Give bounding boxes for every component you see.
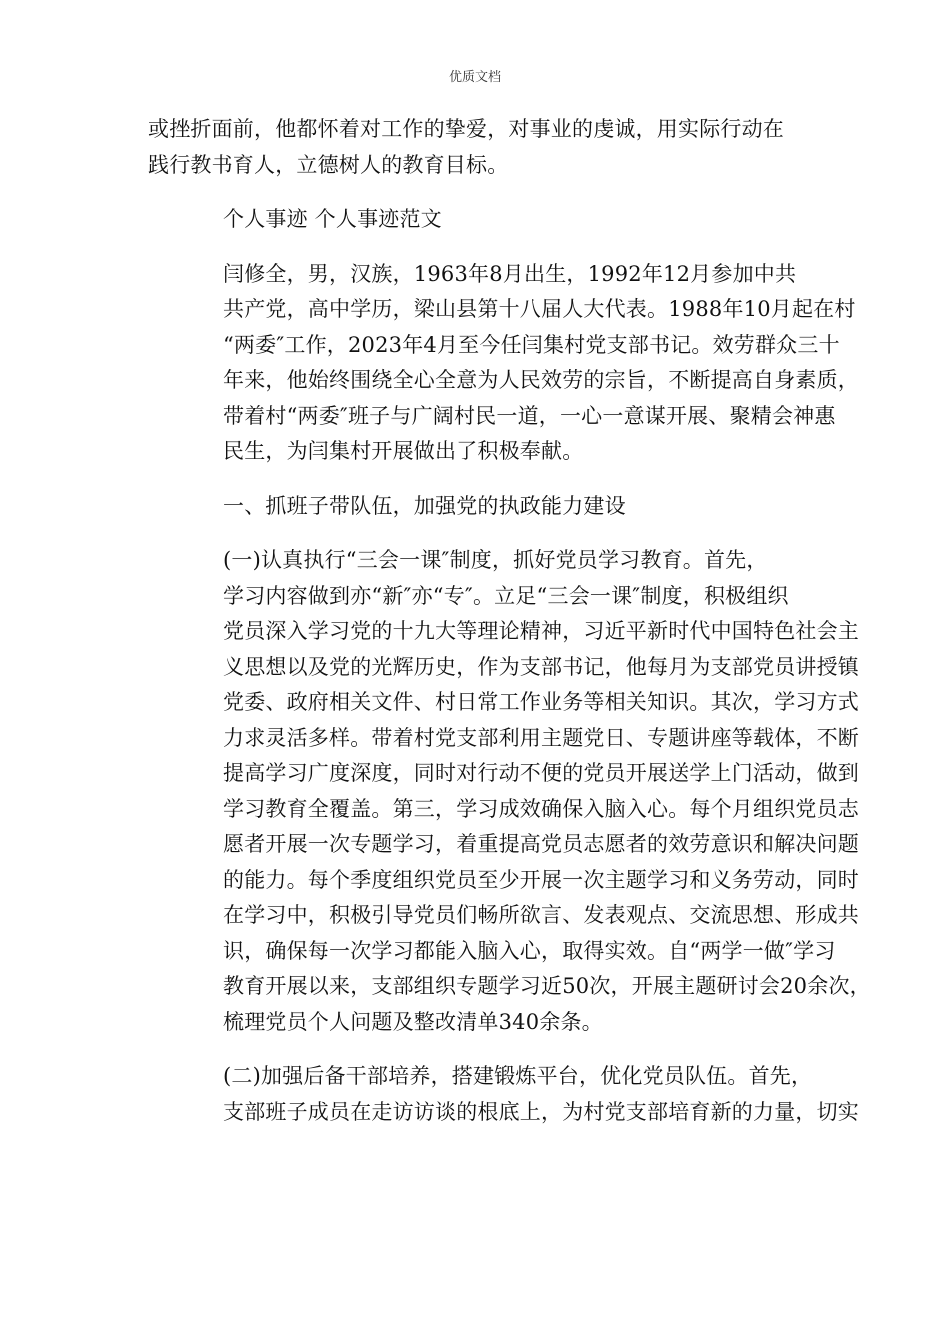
section-title: [148, 202, 808, 238]
paragraph-cadre-training: [148, 1059, 859, 1130]
text-line: 提高学习广度深度，同时对行动不便的党员开展送学上门活动，做到: [223, 761, 859, 785]
paragraph-intro: [148, 257, 859, 470]
text-line: 的能力。每个季度组织党员至少开展一次主题学习和义务劳动，同时: [223, 867, 859, 892]
text-line: “两委″工作，2023年4月至今任闫集村党支部书记。效劳群众三十: [223, 332, 840, 357]
text-line: 党员深入学习党的十九大等理论精神，习近平新时代中国特色社会主: [223, 619, 859, 643]
text-line: 一、抓班子带队伍，加强党的执政能力建设: [223, 493, 626, 518]
text-line: 力求灵活多样。带着村党支部利用主题党日、专题讲座等载体，不断: [223, 725, 859, 750]
text-line: 民生，为闫集村开展做出了积极奉献。: [223, 439, 584, 463]
text-line: 学习教育全覆盖。第三，学习成效确保入脑入心。每个月组织党员志: [223, 796, 859, 821]
text-line: 党委、政府相关文件、村日常工作业务等相关知识。其次，学习方式: [223, 690, 859, 714]
page-header: 优质文档: [448, 70, 501, 85]
text-line: 教育开展以来，支部组织专题学习近50次，开展主题研讨会20余次，: [223, 974, 871, 998]
text-line: 支部班子成员在走访访谈的根底上，为村党支部培育新的力量，切实: [223, 1099, 859, 1124]
text-line: 个人事迹 个人事迹范文: [223, 207, 442, 231]
text-line: 闫修全，男，汉族，1963年8月出生，1992年12月参加中共: [223, 261, 797, 286]
text-line: 识，确保每一次学习都能入脑入心，取得实效。自“两学一做″学习: [223, 938, 836, 963]
text-line: 践行教书育人，立德树人的教育目标。: [148, 152, 509, 177]
text-line: 带着村“两委″班子与广阔村民一道，一心一意谋开展、聚精会神惠: [223, 403, 836, 428]
text-line: 共产党，高中学历，梁山县第十八届人大代表。1988年10月起在村: [223, 297, 856, 321]
text-line: 愿者开展一次专题学习，着重提高党员志愿者的效劳意识和解决问题: [223, 832, 859, 856]
text-line: 义思想以及党的光辉历史，作为支部书记，他每月为支部党员讲授镇: [223, 654, 859, 679]
text-line: 梳理党员个人问题及整改清单340余条。: [223, 1009, 603, 1034]
text-line: 学习内容做到亦“新″亦“专″。立足“三会一课″制度，积极组织: [223, 583, 789, 608]
paragraph-study-education: [148, 543, 871, 1040]
document-body: [148, 112, 871, 1130]
text-line: 年来，他始终围绕全心全意为人民效劳的宗旨，不断提高自身素质，: [223, 368, 859, 392]
text-line: 或挫折面前，他都怀着对工作的挚爱，对事业的虔诚，用实际行动在: [148, 117, 784, 141]
paragraph-continuation: [148, 112, 808, 183]
heading-section-one: [148, 489, 808, 525]
text-line: 在学习中，积极引导党员们畅所欲言、发表观点、交流思想、形成共: [223, 903, 859, 927]
text-line: (二)加强后备干部培养，搭建锻炼平台，优化党员队伍。首先，: [223, 1064, 813, 1088]
text-line: (一)认真执行“三会一课″制度，抓好党员学习教育。首先，: [223, 548, 768, 572]
